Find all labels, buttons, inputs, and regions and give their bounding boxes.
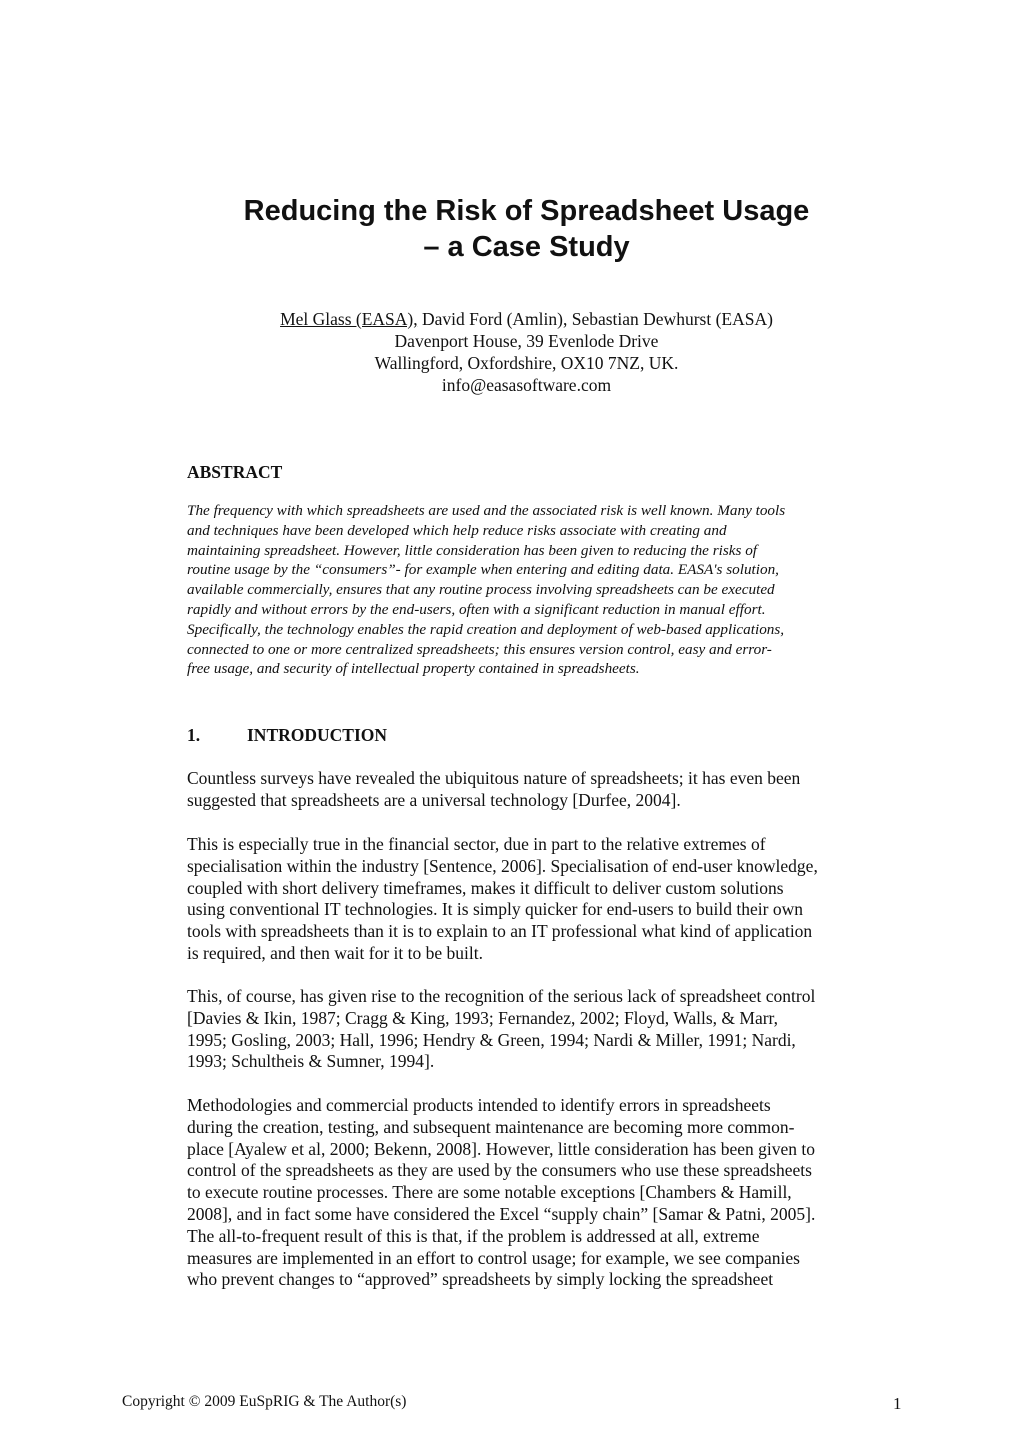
abstract-line: available commercially, ensures that any routine process involving spreadsheets can be executed bbox=[187, 581, 775, 599]
abstract-heading: ABSTRACT bbox=[187, 462, 283, 482]
introduction-heading bbox=[187, 724, 387, 746]
title-line-2: – a Case Study bbox=[423, 231, 630, 263]
paragraph-line: This, of course, has given rise to the recognition of the serious lack of spreadsheet control bbox=[187, 986, 816, 1006]
abstract-line: routine usage by the “consumers”- for example when entering and editing data. EASA's solution, bbox=[187, 561, 779, 579]
footer-copyright: Copyright © 2009 EuSpRIG & The Author(s) bbox=[122, 1393, 407, 1410]
paragraph-line: Methodologies and commercial products intended to identify errors in spreadsheets bbox=[187, 1095, 771, 1115]
paragraph-line: using conventional IT technologies. It is simply quicker for end-users to build their own bbox=[187, 899, 803, 920]
author-email: info@easasoftware.com bbox=[441, 375, 612, 395]
paragraph-line: 1995; Gosling, 2003; Hall, 1996; Hendry & Green, 1994; Nardi & Miller, 1991; Nardi, bbox=[187, 1029, 796, 1050]
paragraph-line: [Davies & Ikin, 1987; Cragg & King, 1993; Fernandez, 2002; Floyd, Walls, & Marr, bbox=[187, 1007, 779, 1028]
paragraph-line: to execute routine processes. There are some notable exceptions [Chambers & Hamill, bbox=[187, 1182, 792, 1203]
intro-paragraph-1 bbox=[187, 768, 867, 812]
paragraph-line: 1993; Schultheis & Sumner, 1994]. bbox=[187, 1051, 435, 1072]
paragraph-line: coupled with short delivery timeframes, makes it difficult to deliver custom solutions bbox=[187, 877, 784, 898]
paper-title bbox=[0, 193, 1024, 265]
page-number: 1 bbox=[893, 1394, 902, 1413]
intro-paragraph-2 bbox=[187, 834, 867, 965]
paragraph-line: Countless surveys have revealed the ubiquitous nature of spreadsheets; it has even been bbox=[187, 768, 801, 788]
paragraph-line: is required, and then wait for it to be built. bbox=[187, 942, 483, 963]
paragraph-line: This is especially true in the financial sector, due in part to the relative extremes of bbox=[187, 834, 766, 854]
author-line bbox=[0, 308, 1024, 330]
paragraph-line: specialisation within the industry [Sentence, 2006]. Specialisation of end-user knowledge, bbox=[187, 855, 818, 876]
paragraph-line: place [Ayalew et al, 2000; Bekenn, 2008]. However, little consideration has been given to bbox=[187, 1138, 815, 1159]
abstract-line: rapidly and without errors by the end-users, often with a significant reduction in manual effort. bbox=[187, 600, 766, 618]
paragraph-line: during the creation, testing, and subsequent maintenance are becoming more common- bbox=[187, 1116, 795, 1137]
other-authors: David Ford (Amlin), Sebastian Dewhurst (EASA) bbox=[417, 309, 773, 329]
address-line-1: Davenport House, 39 Evenlode Drive bbox=[394, 331, 659, 351]
abstract-line: connected to one or more centralized spreadsheets; this ensures version control, easy and error- bbox=[187, 640, 772, 658]
paragraph-line: 2008], and in fact some have considered the Excel “supply chain” [Samar & Patni, 2005]. bbox=[187, 1203, 816, 1224]
paragraph-line: control of the spreadsheets as they are used by the consumers who use these spreadsheets bbox=[187, 1160, 812, 1181]
first-author: Mel Glass (EASA), bbox=[280, 309, 418, 329]
abstract-line: maintaining spreadsheet. However, little consideration has been given to reducing the risks of bbox=[187, 541, 758, 559]
paragraph-line: measures are implemented in an effort to control usage; for example, we see companies bbox=[187, 1247, 800, 1268]
abstract-line: free usage, and security of intellectual property contained in spreadsheets. bbox=[187, 660, 640, 678]
intro-paragraph-3 bbox=[187, 986, 867, 1073]
abstract-line: Specifically, the technology enables the rapid creation and deployment of web-based applications, bbox=[187, 620, 785, 638]
paragraph-line: The all-to-frequent result of this is that, if the problem is addressed at all, extreme bbox=[187, 1225, 760, 1246]
abstract-line: The frequency with which spreadsheets are used and the associated risk is well known. Many tools bbox=[187, 502, 786, 519]
address-line-2: Wallingford, Oxfordshire, OX10 7NZ, UK. bbox=[374, 353, 679, 373]
section-title: INTRODUCTION bbox=[247, 725, 388, 745]
section-number: 1. bbox=[187, 725, 201, 745]
paragraph-line: suggested that spreadsheets are a universal technology [Durfee, 2004]. bbox=[187, 789, 681, 810]
title-line-1: Reducing the Risk of Spreadsheet Usage bbox=[243, 195, 810, 227]
author-block bbox=[0, 308, 1024, 396]
intro-paragraph-4 bbox=[187, 1095, 867, 1291]
abstract-line: and techniques have been developed which help reduce risks associate with creating and bbox=[187, 521, 727, 539]
abstract-text bbox=[187, 501, 867, 679]
paragraph-line: tools with spreadsheets than it is to explain to an IT professional what kind of application bbox=[187, 921, 813, 942]
paragraph-line: who prevent changes to “approved” spreadsheets by simply locking the spreadsheet bbox=[187, 1269, 774, 1290]
